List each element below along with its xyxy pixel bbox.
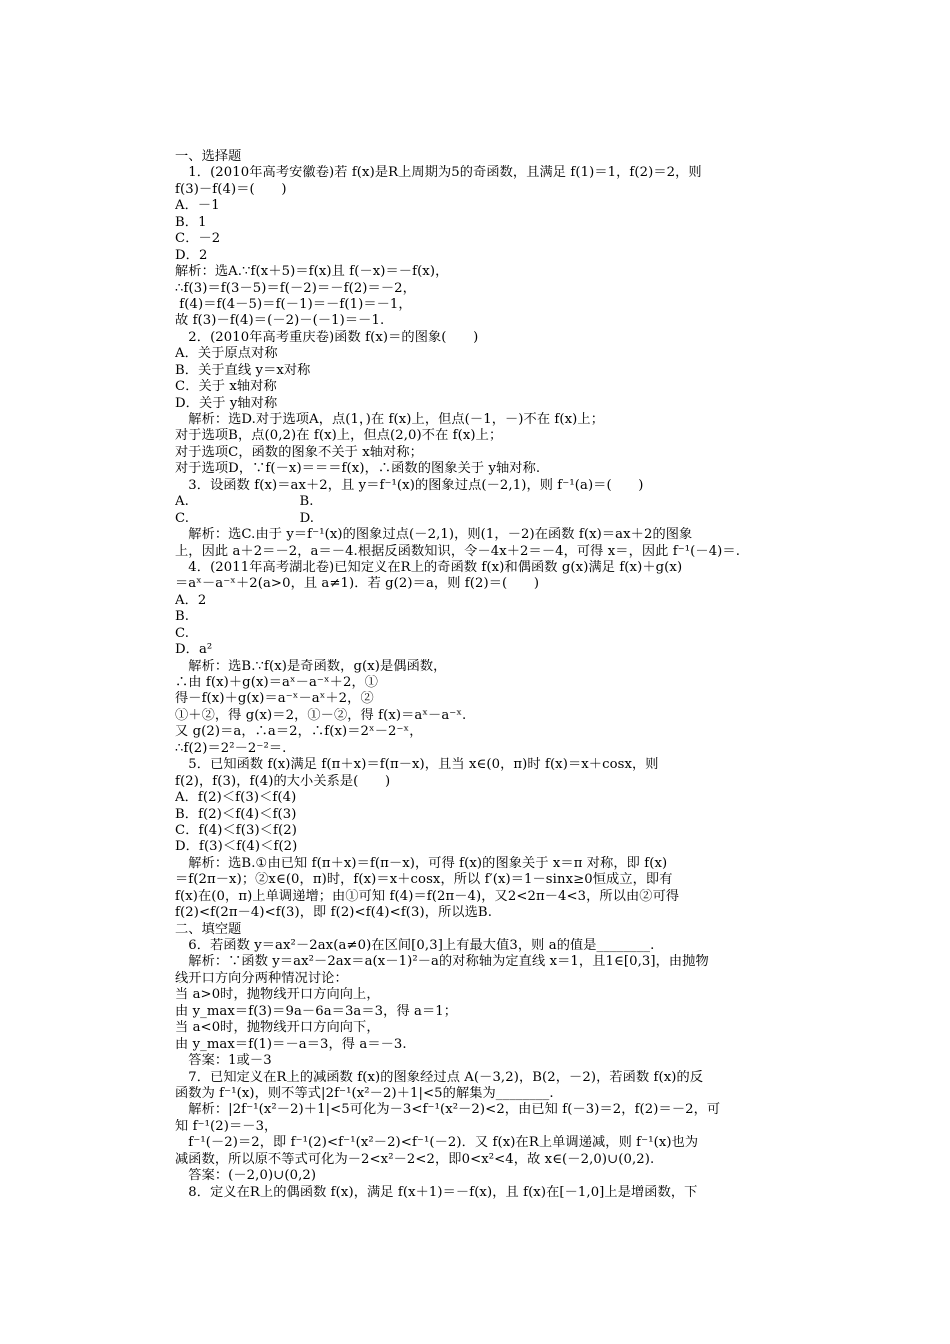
text-line: ∴f(3)＝f(3－5)＝f(－2)＝－f(2)＝－2， <box>175 280 416 296</box>
text-line: f(x)在(0，π)上单调递增；由①可知 f(4)＝f(2π－4)，又2<2π－4<3，所以由②可得 <box>175 888 680 904</box>
text-line: 5．已知函数 f(x)满足 f(π＋x)＝f(π－x)，且当 x∈(0，π)时 f(x)＝x＋cosx，则 <box>175 757 659 773</box>
text-line: ①＋②，得 g(x)＝2，①－②，得 f(x)＝aˣ－a⁻ˣ. <box>175 707 467 723</box>
text-line: 上，因此 a＋2＝－2，a＝－4.根据反函数知识，令－4x＋2＝－4，可得 x＝，因此 f⁻¹(－4)＝. <box>175 543 741 559</box>
text-line: A．关于原点对称 <box>175 346 278 362</box>
text-line: 线开口方向分两种情况讨论： <box>175 970 348 986</box>
text-line: 对于选项B，点(0,2)在 f(x)上，但点(2,0)不在 f(x)上； <box>175 428 503 444</box>
text-line: 解析：选B.①由已知 f(π＋x)＝f(π－x)，可得 f(x)的图象关于 x＝π 对称，即 f(x) <box>175 855 668 871</box>
text-line: 对于选项C，函数的图象不关于 x轴对称； <box>175 444 423 460</box>
text-line: D．a² <box>175 642 213 658</box>
text-line: 解析：∵函数 y＝ax²－2ax＝a(x－1)²－a的对称轴为定直线 x＝1，且1∈[0,3]，由抛物 <box>175 954 709 970</box>
text-line: B．f(2)＜f(4)＜f(3) <box>175 806 297 822</box>
text-line: C. D. <box>175 510 315 526</box>
text-line: 得－f(x)＋g(x)＝a⁻ˣ－aˣ＋2，② <box>175 691 374 707</box>
text-line: 解析：选A.∵f(x＋5)＝f(x)且 f(－x)＝－f(x)， <box>175 264 449 280</box>
text-line: ＝aˣ－a⁻ˣ＋2(a>0，且 a≠1)．若 g(2)＝a，则 f(2)＝( ) <box>175 576 540 592</box>
text-line: 解析：|2f⁻¹(x²－2)＋1|<5可化为－3<f⁻¹(x²－2)<2，由已知 f(－3)＝2，f(2)＝－2，可 <box>175 1102 721 1118</box>
text-line: 3．设函数 f(x)＝ax＋2，且 y＝f⁻¹(x)的图象过点(－2,1)，则 f⁻¹(a)＝( ) <box>175 477 644 493</box>
text-line: 7．已知定义在R上的减函数 f(x)的图象经过点 A(－3,2)，B(2，－2)，若函数 f(x)的反 <box>175 1069 704 1085</box>
text-line: 解析：选D.对于选项A，点(1，)在 f(x)上，但点(－1，－)不在 f(x)上； <box>175 412 604 427</box>
text-line: 知 f⁻¹(2)＝－3， <box>175 1118 278 1134</box>
text-line: 二、填空题 <box>175 921 242 937</box>
text-line: D．2 <box>175 247 208 263</box>
text-line: 当 a<0时，抛物线开口方向向下， <box>175 1020 380 1036</box>
text-line: ∴f(2)＝2²－2⁻²＝. <box>175 740 287 756</box>
text-line: f(2)<f(2π－4)<f(3)，即 f(2)<f(4)<f(3)，所以选B. <box>175 905 493 921</box>
text-line: 4．(2011年高考湖北卷)已知定义在R上的奇函数 f(x)和偶函数 g(x)满足 f(x)＋g(x) <box>175 559 683 575</box>
text-line: B．1 <box>175 214 207 230</box>
text-line: 8．定义在R上的偶函数 f(x)，满足 f(x＋1)＝－f(x)，且 f(x)在[－1,0]上是增函数，下 <box>175 1184 698 1200</box>
text-line: 解析：选B.∵f(x)是奇函数，g(x)是偶函数， <box>175 658 447 674</box>
text-line: D．f(3)＜f(4)＜f(2) <box>175 839 298 855</box>
text-line: A. B. <box>175 494 314 510</box>
text-line: 2．(2010年高考重庆卷)函数 f(x)＝的图象( ) <box>175 329 479 345</box>
text-line: 对于选项D，∵f(－x)＝＝＝f(x)，∴函数的图象关于 y轴对称. <box>175 461 541 477</box>
document-body <box>175 149 811 1201</box>
text-line: 1．(2010年高考安徽卷)若 f(x)是R上周期为5的奇函数，且满足 f(1)＝1，f(2)＝2，则 <box>175 165 702 181</box>
text-line: 6．若函数 y＝ax²－2ax(a≠0)在区间[0,3]上有最大值3，则 a的值是________. <box>175 938 655 953</box>
text-line: C．f(4)＜f(3)＜f(2) <box>175 822 297 838</box>
text-line: C．关于 x轴对称 <box>175 379 277 395</box>
text-line: C．－2 <box>175 231 221 247</box>
text-line: f⁻¹(－2)＝2，即 f⁻¹(2)<f⁻¹(x²－2)<f⁻¹(－2)．又 f(x)在R上单调递减，则 f⁻¹(x)也为 <box>175 1135 699 1151</box>
text-line: 当 a>0时，抛物线开口方向向上， <box>175 987 380 1003</box>
text-line: f(4)＝f(4－5)＝f(－1)＝－f(1)＝－1， <box>175 296 412 312</box>
text-line: 一、选择题 <box>175 149 242 164</box>
text-line: C. <box>175 625 190 641</box>
text-line: 由 y_max＝f(3)＝9a－6a＝3a＝3，得 a＝1； <box>175 1003 458 1019</box>
text-line: A．2 <box>175 592 207 608</box>
text-line: 答案：1或－3 <box>175 1053 272 1069</box>
text-line: A．－1 <box>175 198 220 214</box>
text-line: B．关于直线 y＝x对称 <box>175 362 311 378</box>
text-line: ＝f(2π－x)；②x∈(0，π)时，f(x)＝x＋cosx，所以 f′(x)＝1－sinx≥0恒成立，即有 <box>175 872 673 888</box>
text-line: f(3)－f(4)＝( ) <box>175 181 287 197</box>
text-line: 解析：选C.由于 y＝f⁻¹(x)的图象过点(－2,1)，则(1，－2)在函数 f(x)＝ax＋2的图象 <box>175 527 693 543</box>
text-line: 由 y_max＝f(1)＝－a＝3，得 a＝－3. <box>175 1036 407 1052</box>
text-line: ∴由 f(x)＋g(x)＝aˣ－a⁻ˣ＋2，① <box>175 675 379 690</box>
text-line: 故 f(3)－f(4)＝(－2)－(－1)＝－1. <box>175 313 385 329</box>
text-line: f(2)，f(3)，f(4)的大小关系是( ) <box>175 773 391 789</box>
text-line: 函数为 f⁻¹(x)，则不等式|2f⁻¹(x²－2)＋1|<5的解集为________. <box>175 1085 554 1101</box>
text-line: 答案：(－2,0)∪(0,2) <box>175 1168 317 1184</box>
text-line: D．关于 y轴对称 <box>175 395 278 411</box>
text-line: 又 g(2)＝a，∴a＝2，∴f(x)＝2ˣ－2⁻ˣ， <box>175 724 423 740</box>
text-line: A．f(2)＜f(3)＜f(4) <box>175 790 297 806</box>
text-line: 减函数，所以原不等式可化为－2<x²－2<2，即0<x²<4，故 x∈(－2,0)∪(0,2). <box>175 1151 655 1167</box>
text-line: B. <box>175 609 190 625</box>
